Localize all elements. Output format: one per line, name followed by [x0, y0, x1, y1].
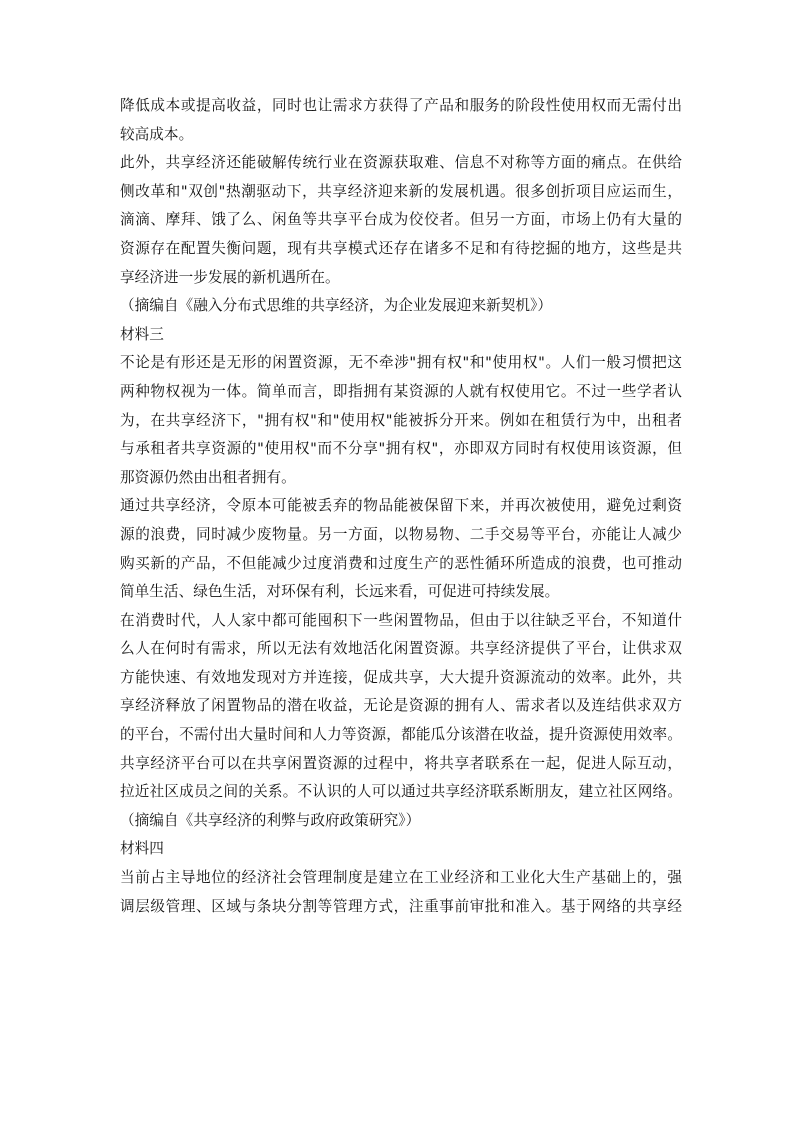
section-heading: 材料四 — [120, 840, 164, 858]
text-line: 资源存在配置失衡问题，现有共享模式还存在诸多不足和有待挖掘的地方，这些是共 — [120, 239, 682, 257]
text-line: 此外，共享经济还能破解传统行业在资源获取难、信息不对称等方面的痛点。在供给 — [120, 154, 682, 172]
text-line: 降低成本或提高收益，同时也让需求方获得了产品和服务的阶段性使用权而无需付出 — [120, 97, 682, 114]
text-line: 通过共享经济，令原本可能被丢弃的物品能被保留下来，并再次被使用，避免过剩资 — [120, 497, 682, 515]
text-line: 方能快速、有效地发现对方并连接，促成共享，大大提升资源流动的效率。此外，共 — [120, 668, 682, 686]
source-citation: （摘编自《融入分布式思维的共享经济，为企业发展迎来新契机》） — [120, 297, 553, 315]
text-line: 的平台，不需付出大量时间和人力等资源，都能瓜分该潜在收益，提升资源使用效率。 — [120, 726, 682, 744]
text-line: 么人在何时有需求，所以无法有效地活化闲置资源。共享经济提供了平台，让供求双 — [120, 640, 682, 658]
text-line: 购买新的产品，不但能减少过度消费和过度生产的恶性循环所造成的浪费，也可推动 — [120, 554, 682, 572]
text-line: 共享经济平台可以在共享闲置资源的过程中，将共享者联系在一起，促进人际互动， — [120, 754, 682, 772]
text-line: 简单生活、绿色生活，对环保有利，长远来看，可促进可持续发展。 — [120, 583, 560, 601]
section-heading: 材料三 — [120, 325, 164, 343]
text-line: 不论是有形还是无形的闲置资源，无不牵涉"拥有权"和"使用权"。人们一般习惯把这 — [120, 354, 682, 372]
text-line: 侧改革和"双创"热潮驱动下，共享经济迎来新的发展机遇。很多创折项目应运而生， — [120, 182, 682, 200]
text-line: 那资源仍然由出租者拥有。 — [120, 468, 296, 486]
document-body — [120, 92, 682, 921]
text-line: 当前占主导地位的经济社会管理制度是建立在工业经济和工业化大生产基础上的，强 — [120, 869, 682, 887]
text-line: 与承租者共享资源的"使用权"而不分享"拥有权"，亦即双方同时有权使用该资源，但 — [120, 440, 682, 458]
text-line: 在消费时代，人人家中都可能囤积下一些闲置物品，但由于以往缺乏平台，不知道什 — [120, 611, 682, 629]
text-line: 享经济释放了闲置物品的潜在收益，无论是资源的拥有人、需求者以及连结供求双方 — [120, 697, 682, 715]
text-line: 滴滴、摩拜、饿了么、闲鱼等共享平台成为佼佼者。但另一方面，市场上仍有大量的 — [120, 211, 682, 229]
source-citation: （摘编自《共享经济的利弊与政府政策研究》） — [120, 811, 421, 829]
text-line: 较高成本。 — [120, 125, 194, 143]
text-line: 两种物权视为一体。简单而言，即指拥有某资源的人就有权使用它。不过一些学者认 — [120, 382, 682, 400]
text-line: 享经济进一步发展的新机遇所在。 — [120, 268, 340, 286]
text-line: 为，在共享经济下，"拥有权"和"使用权"能被拆分开来。例如在租赁行为中，出租者 — [120, 411, 682, 429]
text-line: 调层级管理、区域与条块分割等管理方式，注重事前审批和准入。基于网络的共享经 — [120, 897, 682, 915]
text-line: 拉近社区成员之间的关系。不认识的人可以通过共享经济联系断朋友，建立社区网络。 — [120, 783, 682, 801]
text-line: 源的浪费，同时减少废物量。另一方面，以物易物、二手交易等平台，亦能让人减少 — [120, 525, 682, 543]
